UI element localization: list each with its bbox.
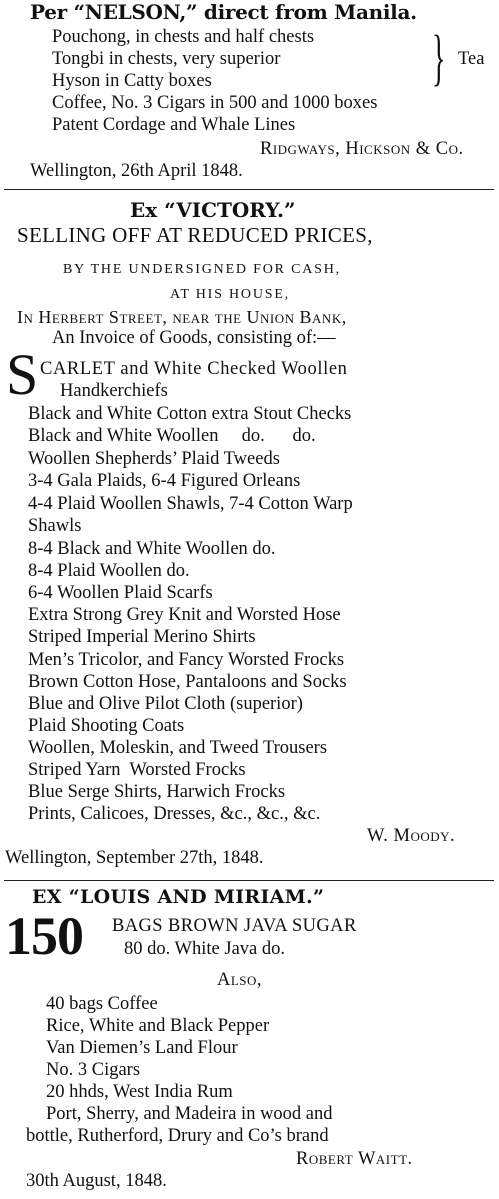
- victory-signature: W. Moody.: [367, 826, 456, 846]
- victory-item: 6-4 Woollen Plaid Scarfs: [28, 583, 213, 603]
- drop-cap: S: [6, 342, 39, 407]
- louis-line: 80 do. White Java do.: [124, 939, 285, 959]
- nelson-item: Patent Cordage and Whale Lines: [52, 115, 296, 135]
- louis-item: 40 bags Coffee: [46, 994, 158, 1014]
- victory-item: 8-4 Plaid Woollen do.: [28, 561, 190, 581]
- victory-item: Black and White Woollen do. do.: [28, 426, 316, 446]
- victory-item: Men’s Tricolor, and Fancy Worsted Frocks: [28, 650, 345, 670]
- louis-item: 20 hhds, West India Rum: [46, 1082, 233, 1102]
- victory-item: Woollen Shepherds’ Plaid Tweeds: [28, 449, 280, 469]
- nelson-item: Coffee, No. 3 Cigars in 500 and 1000 boxes: [52, 93, 378, 113]
- victory-intro: An Invoice of Goods, consisting of:—: [52, 328, 336, 348]
- victory-item: Brown Cotton Hose, Pantaloons and Socks: [28, 672, 347, 692]
- louis-item: Van Diemen’s Land Flour: [46, 1038, 238, 1058]
- louis-line: BAGS BROWN JAVA SUGAR: [112, 916, 357, 936]
- louis-also: Also,: [217, 970, 263, 990]
- nelson-item: Hyson in Catty boxes: [52, 71, 212, 91]
- victory-item: Handkerchiefs: [60, 381, 168, 401]
- victory-item: 4-4 Plaid Woollen Shawls, 7-4 Cotton Warp: [28, 494, 353, 514]
- victory-item: Black and White Cotton extra Stout Checks: [28, 404, 352, 424]
- brace-symbol: }: [432, 24, 446, 92]
- nelson-signature: Ridgways, Hickson & Co.: [260, 139, 464, 159]
- victory-line: AT HIS HOUSE,: [170, 287, 290, 302]
- nelson-heading: Per “NELSON,” direct from Manila.: [30, 0, 417, 24]
- big-number: 150: [5, 906, 83, 966]
- tea-label: Tea: [458, 49, 485, 69]
- victory-address: In Herbert Street, near the Union Bank,: [17, 307, 347, 327]
- nelson-item: Tongbi in chests, very superior: [52, 49, 281, 69]
- louis-item: bottle, Rutherford, Drury and Co’s brand: [26, 1126, 329, 1146]
- victory-subheading: SELLING OFF AT REDUCED PRICES,: [17, 223, 373, 247]
- victory-item: Striped Yarn Worsted Frocks: [28, 760, 246, 780]
- victory-item: Prints, Calicoes, Dresses, &c., &c., &c.: [28, 804, 321, 824]
- louis-item: Port, Sherry, and Madeira in wood and: [46, 1104, 333, 1124]
- louis-heading: EX “LOUIS AND MIRIAM.”: [32, 886, 325, 908]
- victory-item: Plaid Shooting Coats: [28, 716, 185, 736]
- victory-item: Extra Strong Grey Knit and Worsted Hose: [28, 605, 341, 625]
- nelson-item: Pouchong, in chests and half chests: [52, 27, 315, 47]
- victory-heading: Ex “VICTORY.”: [130, 198, 296, 222]
- divider: [4, 880, 494, 881]
- victory-item: CARLET and White Checked Woollen: [40, 359, 348, 379]
- victory-line: BY THE UNDERSIGNED FOR CASH,: [63, 262, 341, 277]
- victory-item: Shawls: [28, 516, 82, 536]
- divider: [4, 189, 494, 190]
- victory-item: 3-4 Gala Plaids, 6-4 Figured Orleans: [28, 471, 301, 491]
- victory-item: Blue and Olive Pilot Cloth (superior): [28, 694, 303, 714]
- victory-item: Woollen, Moleskin, and Tweed Trousers: [28, 738, 328, 758]
- nelson-dateline: Wellington, 26th April 1848.: [30, 161, 243, 181]
- victory-item: 8-4 Black and White Woollen do.: [28, 539, 276, 559]
- victory-item: Striped Imperial Merino Shirts: [28, 627, 256, 647]
- louis-item: Rice, White and Black Pepper: [46, 1016, 270, 1036]
- louis-item: No. 3 Cigars: [46, 1060, 141, 1080]
- victory-dateline: Wellington, September 27th, 1848.: [5, 848, 264, 868]
- louis-signature: Robert Waitt.: [296, 1149, 413, 1169]
- louis-dateline: 30th August, 1848.: [26, 1171, 167, 1191]
- victory-item: Blue Serge Shirts, Harwich Frocks: [28, 782, 286, 802]
